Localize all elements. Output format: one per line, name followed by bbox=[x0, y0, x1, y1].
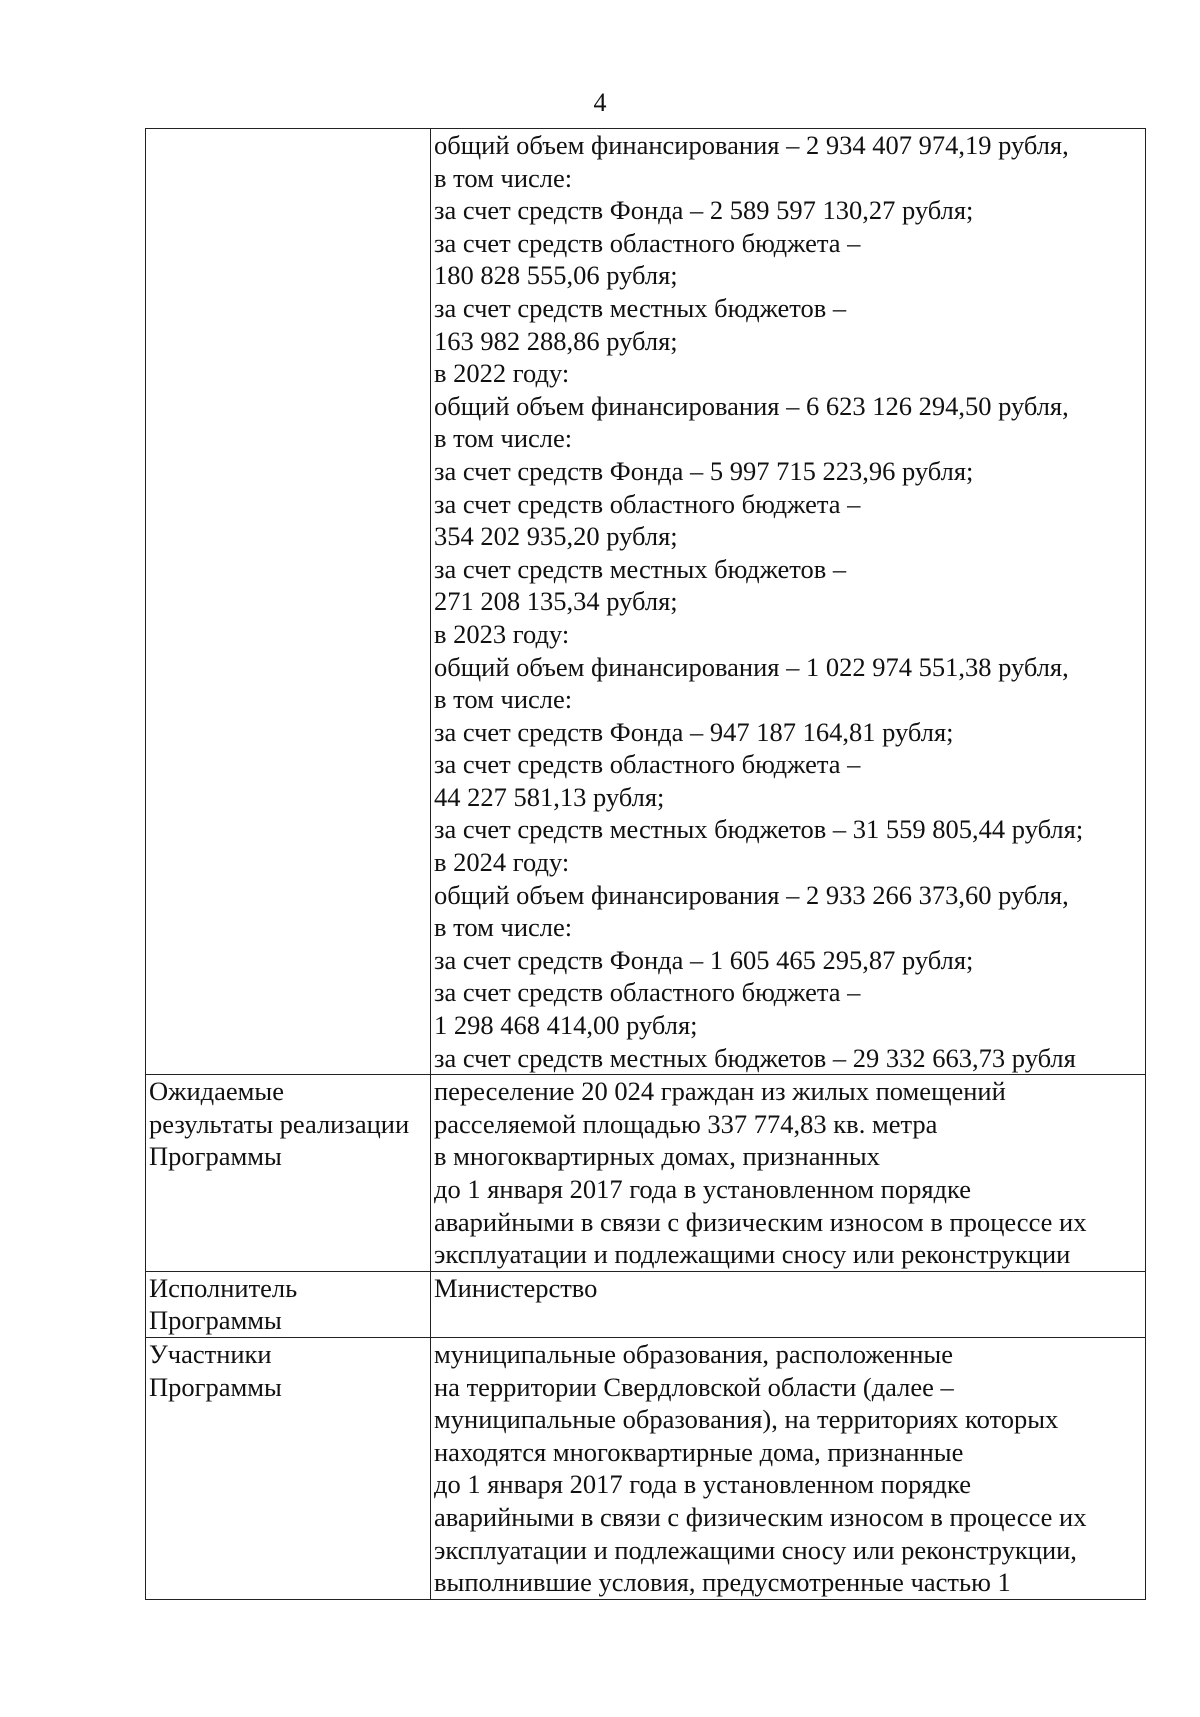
page-number: 4 bbox=[593, 88, 607, 117]
content-line: общий объем финансирования – 2 934 407 974,19 рубля, bbox=[434, 130, 1069, 160]
content-line: аварийными в связи с физическим износом в процессе их bbox=[434, 1501, 1087, 1532]
row-label-line: Программы bbox=[149, 1305, 282, 1336]
table-row bbox=[146, 129, 1146, 1075]
content-line: в многоквартирных домах, признанных bbox=[434, 1141, 880, 1172]
row-content-cell bbox=[431, 1271, 1146, 1337]
content-line: на территории Свердловской области (далее – bbox=[434, 1371, 954, 1402]
table-row bbox=[146, 1075, 1146, 1272]
content-line: переселение 20 024 граждан из жилых помещений bbox=[434, 1076, 1006, 1107]
row-content-cell bbox=[431, 1075, 1146, 1272]
row-label-line: Программы bbox=[149, 1141, 282, 1172]
row-label-cell bbox=[146, 1271, 431, 1337]
content-line: муниципальные образования), на территориях которых bbox=[434, 1404, 1059, 1435]
content-line: за счет средств местных бюджетов – bbox=[434, 553, 847, 584]
content-line: за счет средств местных бюджетов – 31 559 805,44 рубля; bbox=[434, 814, 1084, 845]
content-line: за счет средств областного бюджета – bbox=[434, 749, 861, 780]
content-line: 163 982 288,86 рубля; bbox=[434, 325, 678, 356]
content-line: 1 298 468 414,00 рубля; bbox=[434, 1010, 698, 1041]
content-line: до 1 января 2017 года в установленном порядке bbox=[434, 1174, 972, 1204]
passport-table bbox=[145, 128, 1146, 1600]
content-line: в 2023 году: bbox=[434, 618, 570, 649]
row-content-cell bbox=[431, 1337, 1146, 1599]
content-line: за счет средств Фонда – 947 187 164,81 рубля; bbox=[434, 716, 954, 747]
content-line: за счет средств областного бюджета – bbox=[434, 488, 861, 519]
row-content-cell bbox=[431, 129, 1146, 1075]
row-label-line: Участники bbox=[149, 1338, 272, 1369]
content-line: общий объем финансирования – 6 623 126 294,50 рубля, bbox=[434, 390, 1069, 421]
content-line: за счет средств областного бюджета – bbox=[434, 977, 861, 1008]
content-line: находятся многоквартирные дома, признанные bbox=[434, 1436, 964, 1467]
content-line: 44 227 581,13 рубля; bbox=[434, 781, 665, 812]
content-line: в том числе: bbox=[434, 684, 573, 715]
content-line: Министерство bbox=[434, 1272, 598, 1303]
content-line: за счет средств местных бюджетов – 29 332 663,73 рубля bbox=[434, 1042, 1076, 1073]
content-line: за счет средств Фонда – 2 589 597 130,27 рубля; bbox=[434, 195, 974, 226]
content-line: 354 202 935,20 рубля; bbox=[434, 521, 678, 552]
row-label-line: Ожидаемые bbox=[149, 1076, 284, 1107]
content-line: в 2022 году: bbox=[434, 358, 570, 389]
content-line: эксплуатации и подлежащими сносу или реконструкции, bbox=[434, 1534, 1077, 1565]
content-line: 180 828 555,06 рубля; bbox=[434, 260, 678, 291]
content-line: выполнившие условия, предусмотренные частью 1 bbox=[434, 1567, 1011, 1598]
content-line: в том числе: bbox=[434, 912, 573, 943]
table-row bbox=[146, 1337, 1146, 1599]
content-line: общий объем финансирования – 2 933 266 373,60 рубля, bbox=[434, 879, 1069, 910]
row-label-line: результаты реализации bbox=[149, 1108, 410, 1139]
content-line: 271 208 135,34 рубля; bbox=[434, 586, 678, 617]
content-line: до 1 января 2017 года в установленном порядке bbox=[434, 1469, 972, 1500]
content-line: в том числе: bbox=[434, 423, 573, 454]
content-line: в том числе: bbox=[434, 162, 573, 193]
content-line: за счет средств Фонда – 1 605 465 295,87 рубля; bbox=[434, 944, 974, 975]
content-line: расселяемой площадью 337 774,83 кв. метра bbox=[434, 1108, 938, 1139]
content-line: за счет средств Фонда – 5 997 715 223,96 рубля; bbox=[434, 455, 974, 486]
row-label-cell bbox=[146, 1075, 431, 1272]
row-label-cell bbox=[146, 1337, 431, 1599]
row-label-cell bbox=[146, 129, 431, 1075]
content-line: в 2024 году: bbox=[434, 847, 570, 878]
table-row bbox=[146, 1271, 1146, 1337]
row-label-line: Программы bbox=[149, 1371, 282, 1402]
content-line: эксплуатации и подлежащими сносу или реконструкции bbox=[434, 1239, 1071, 1270]
content-line: за счет средств областного бюджета – bbox=[434, 227, 861, 258]
content-line: аварийными в связи с физическим износом в процессе их bbox=[434, 1206, 1087, 1237]
row-label-line: Исполнитель bbox=[149, 1272, 298, 1303]
content-line: муниципальные образования, расположенные bbox=[434, 1338, 953, 1369]
content-line: общий объем финансирования – 1 022 974 551,38 рубля, bbox=[434, 651, 1069, 682]
content-line: за счет средств местных бюджетов – bbox=[434, 292, 847, 323]
